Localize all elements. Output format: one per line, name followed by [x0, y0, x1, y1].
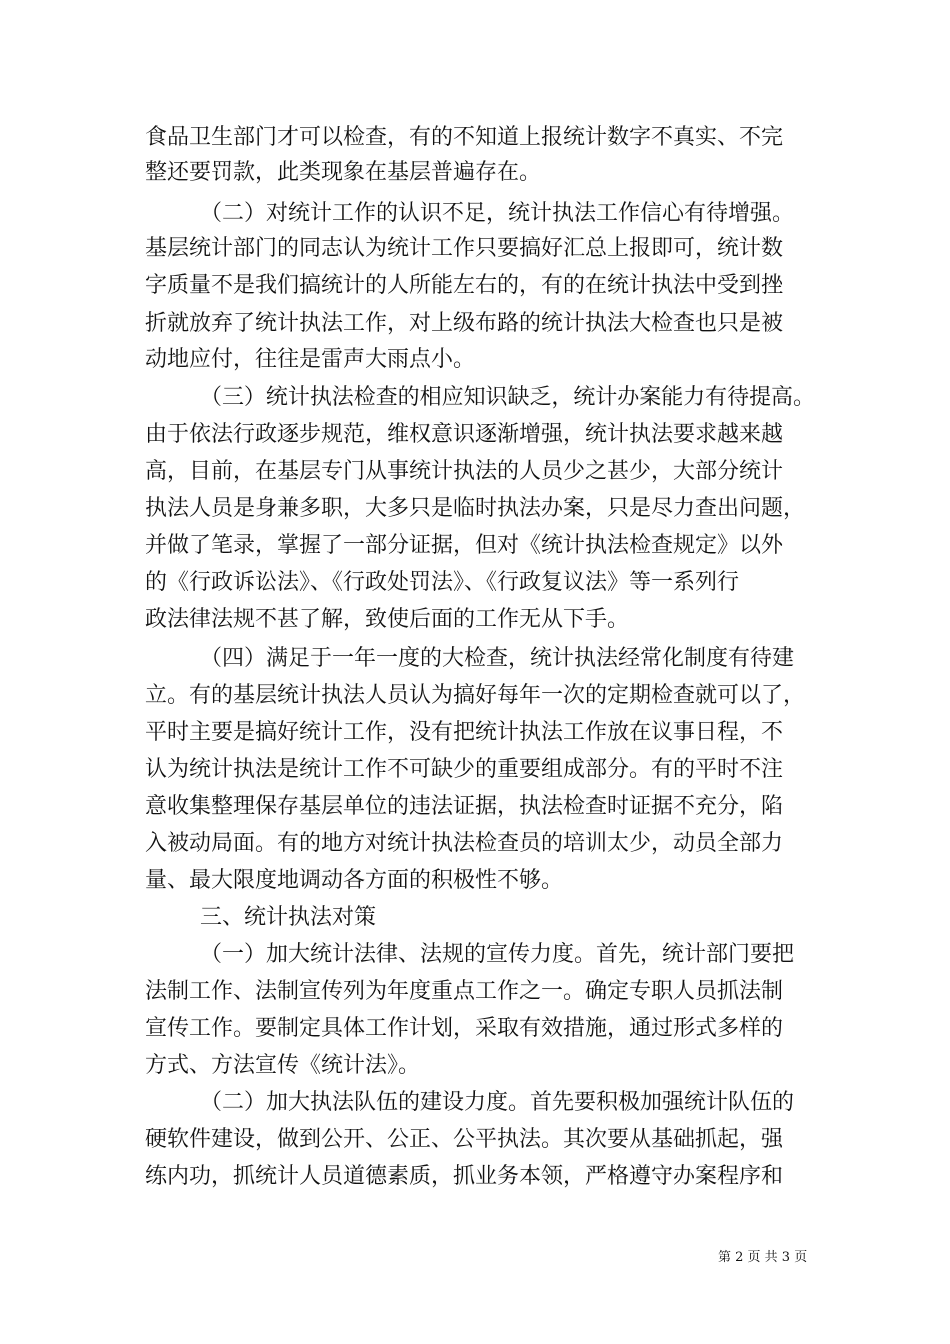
text-line: 练内功，抓统计人员道德素质，抓业务本领，严格遵守办案程序和: [145, 1164, 784, 1189]
text-line: 并做了笔录，掌握了一部分证据，但对《统计执法检查规定》以外: [145, 533, 784, 558]
paragraph-start: （四）满足于一年一度的大检查，统计执法经常化制度有待建: [200, 646, 795, 671]
text-line: 食品卫生部门才可以检查，有的不知道上报统计数字不真实、不完: [145, 125, 784, 150]
page-number: 第 2 页 共 3 页: [718, 1250, 808, 1265]
text-line: 入被动局面。有的地方对统计执法检查员的培训太少，动员全部力: [145, 831, 784, 856]
paragraph-start: （二）对统计工作的认识不足，统计执法工作信心有待增强。: [200, 201, 795, 226]
text-line: 宣传工作。要制定具体工作计划，采取有效措施，通过形式多样的: [145, 1016, 784, 1041]
text-line: 量、最大限度地调动各方面的积极性不够。: [145, 868, 564, 893]
text-line: 的《行政诉讼法》、《行政处罚法》、《行政复议法》等一系列行: [145, 570, 740, 595]
text-line: 整还要罚款，此类现象在基层普遍存在。: [145, 160, 542, 185]
text-line: 由于依法行政逐步规范，维权意识逐渐增强，统计执法要求越来越: [145, 422, 784, 447]
text-line: 基层统计部门的同志认为统计工作只要搞好汇总上报即可，统计数: [145, 236, 784, 261]
text-line: 政法律法规不甚了解，致使后面的工作无从下手。: [145, 607, 630, 632]
text-line: 动地应付，往往是雷声大雨点小。: [145, 347, 476, 372]
text-line: 高，目前，在基层专门从事统计执法的人员少之甚少，大部分统计: [145, 459, 784, 484]
paragraph-start: （三）统计执法检查的相应知识缺乏，统计办案能力有待提高。: [200, 385, 815, 410]
text-line: 折就放弃了统计执法工作，对上级布路的统计执法大检查也只是被: [145, 311, 784, 336]
text-line: 认为统计执法是统计工作不可缺少的重要组成部分。有的平时不注: [145, 757, 784, 782]
text-line: 执法人员是身兼多职，大多只是临时执法办案，只是尽力查出问题，: [145, 496, 806, 521]
text-line: 方式、方法宣传《统计法》。: [145, 1053, 421, 1078]
text-line: 意收集整理保存基层单位的违法证据，执法检查时证据不充分，陷: [145, 794, 784, 819]
text-line: 字质量不是我们搞统计的人所能左右的，有的在统计执法中受到挫: [145, 273, 784, 298]
text-line: 硬软件建设，做到公开、公正、公平执法。其次要从基础抓起，强: [145, 1127, 784, 1152]
text-line: 平时主要是搞好统计工作，没有把统计执法工作放在议事日程，不: [145, 720, 784, 745]
paragraph-start: （一）加大统计法律、法规的宣传力度。首先，统计部门要把: [200, 942, 795, 967]
text-line: 法制工作、法制宣传列为年度重点工作之一。确定专职人员抓法制: [145, 979, 784, 1004]
text-line: 立。有的基层统计执法人员认为搞好每年一次的定期检查就可以了，: [145, 683, 806, 708]
section-heading: 三、统计执法对策: [200, 905, 377, 930]
paragraph-start: （二）加大执法队伍的建设力度。首先要积极加强统计队伍的: [200, 1090, 795, 1115]
